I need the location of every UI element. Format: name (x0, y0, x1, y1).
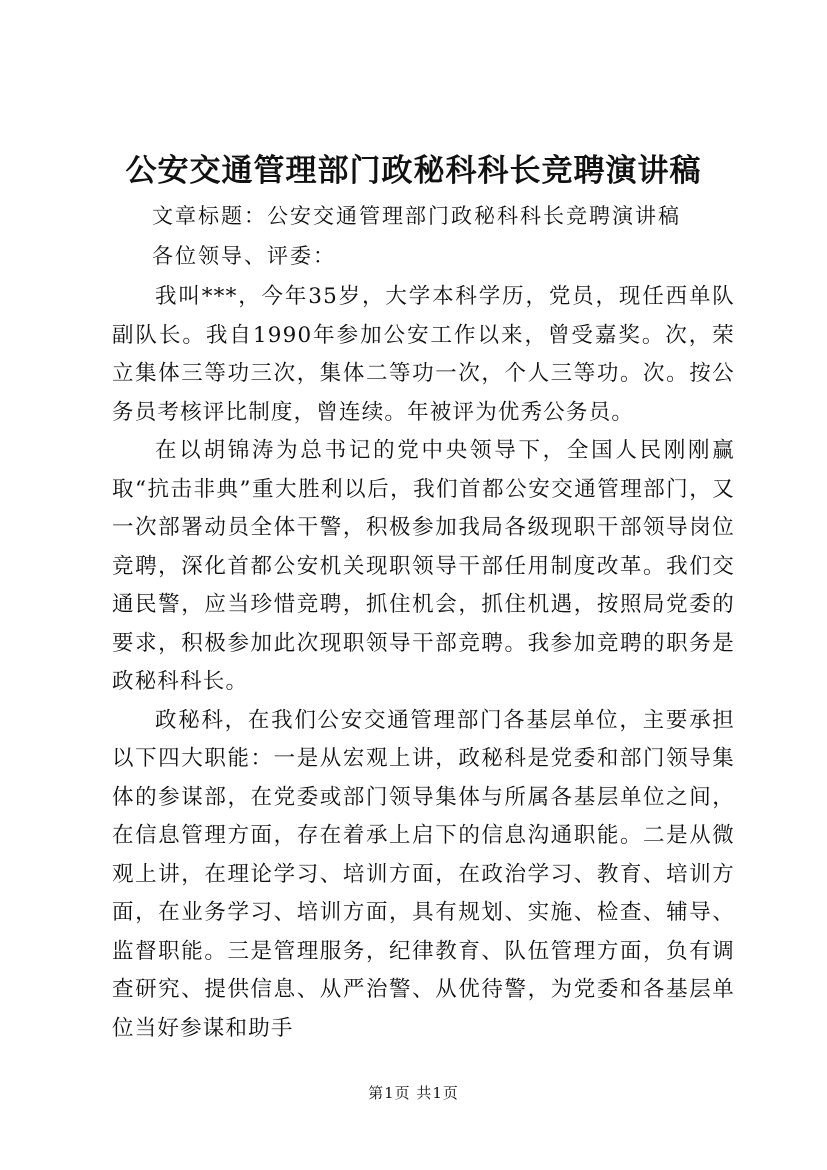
paragraph-2: 在以胡锦涛为总书记的党中央领导下，全国人民刚刚赢取“抗击非典”重大胜利以后，我们首都公安交通管理部门，又一次部署动员全体干警，积极参加我局各级现职干部领导岗位竞聘，深化首都公安机关现职领导干部任用制度改革。我们交通民警，应当珍惜竞聘，抓住机会，抓住机遇，按照局党委的要求，积极参加此次现职领导干部竞聘。我参加竞聘的职务是政秘科科长。 (112, 438, 735, 694)
article-title-line: 文章标题：公安交通管理部门政秘科科长竞聘演讲稿 (152, 204, 681, 228)
page-title: 公安交通管理部门政秘科科长竞聘演讲稿 (125, 153, 702, 189)
paragraph-1: 我叫***，今年35岁，大学本科学历，党员，现任西单队副队长。我自1990年参加公安工作以来，曾受嘉奖。次，荣立集体三等功三次，集体二等功一次，个人三等功。次。按公务员考核评比制度，曾连续。年被评为优秀公务员。 (112, 284, 735, 425)
page-footer: 第1页 共1页 (368, 1084, 459, 1102)
paragraph-3: 政秘科，在我们公安交通管理部门各基层单位，主要承担以下四大职能：一是从宏观上讲，政秘科是党委和部门领导集体的参谋部，在党委或部门领导集体与所属各基层单位之间，在信息管理方面，存在着承上启下的信息沟通职能。二是从微观上讲，在理论学习、培训方面，在政治学习、教育、培训方面，在业务学习、培训方面，具有规划、实施、检查、辅导、监督职能。三是管理服务，纪律教育、队伍管理方面，负有调查研究、提供信息、从严治警、从优待警，为党委和各基层单位当好参谋和助手 (112, 707, 735, 1041)
salutation: 各位领导、评委： (152, 244, 336, 268)
document-body (112, 278, 735, 1048)
